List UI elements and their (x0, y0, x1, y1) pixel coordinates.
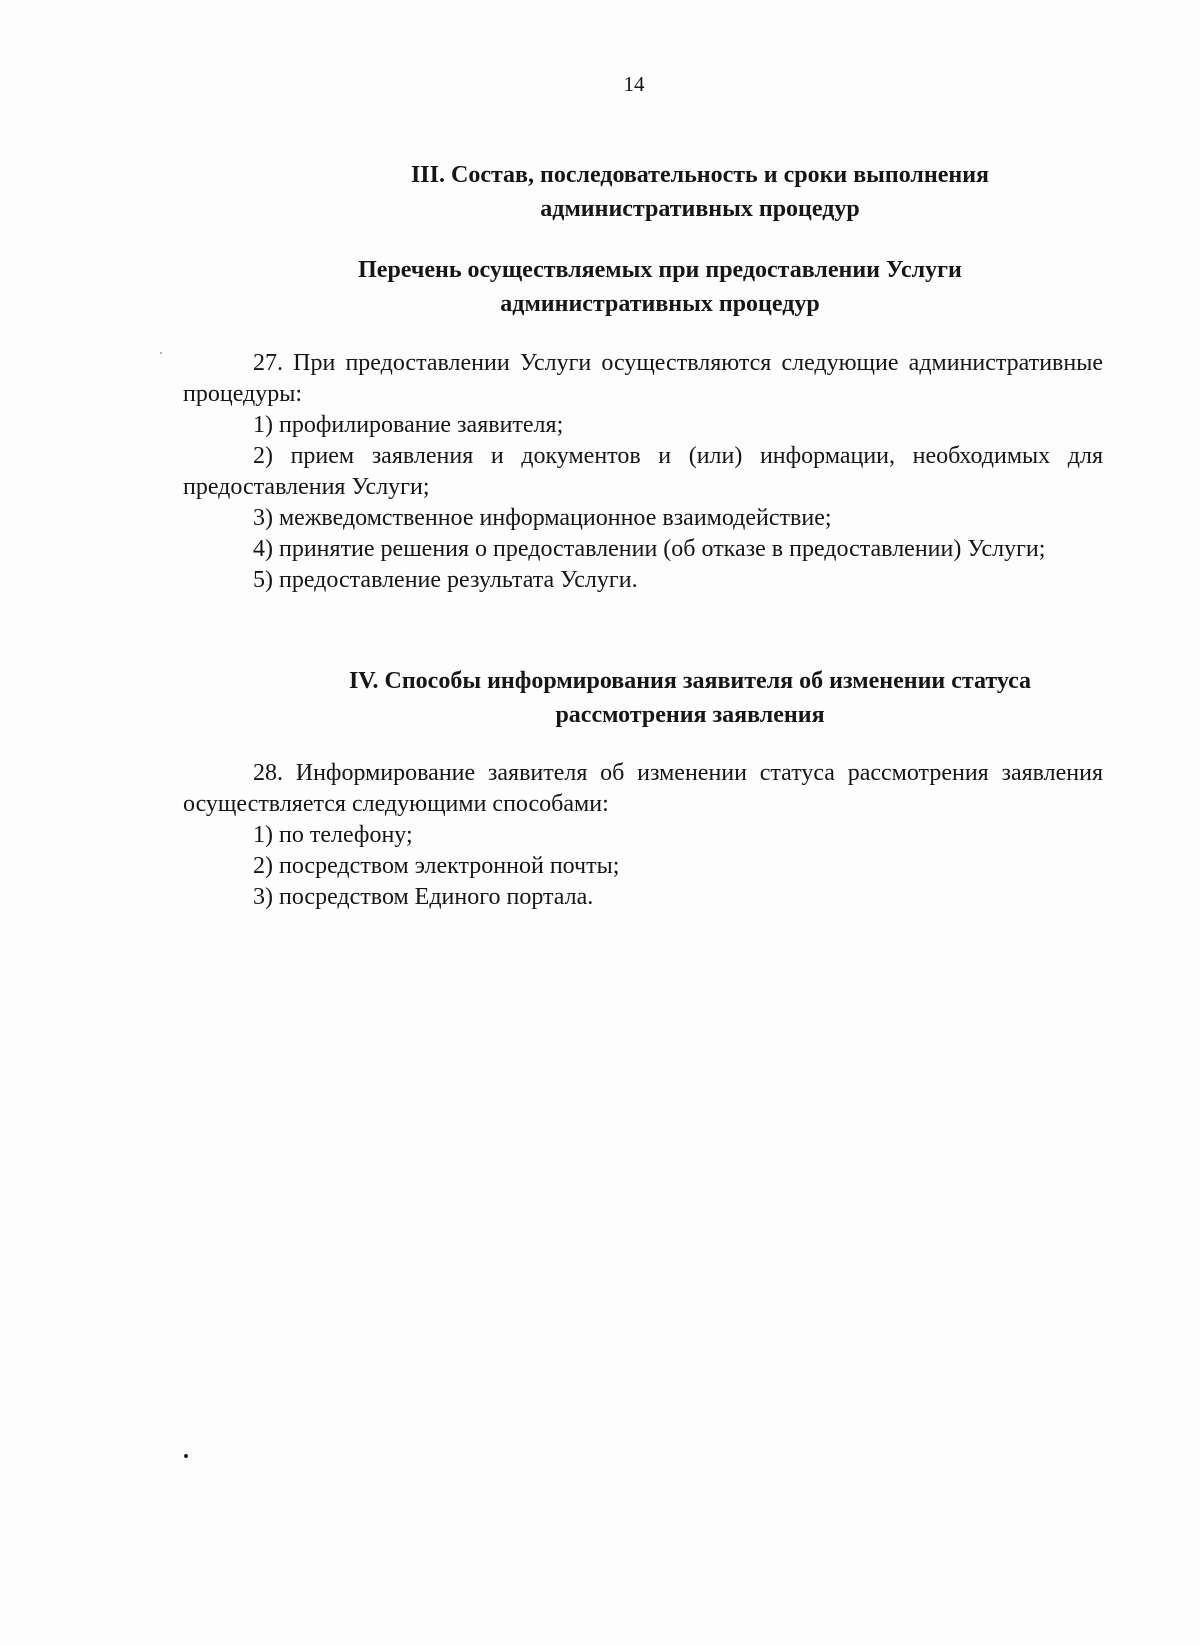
scan-speck (160, 352, 162, 354)
section-4-heading-line-1: IV. Способы информирования заявителя об изменении статуса (348, 668, 1032, 694)
list-item: 1) профилирование заявителя; (253, 412, 564, 438)
list-item: 5) предоставление результата Услуги. (253, 567, 638, 593)
scan-speck (184, 1454, 188, 1458)
section-3-body (183, 348, 1103, 596)
list-item: 1) по телефону; (253, 822, 413, 848)
list-item: 3) межведомственное информационное взаимодействие; (253, 505, 832, 531)
paragraph-28: 28. Информирование заявителя об изменении статуса рассмотрения заявления осуществляется следующими способами: (183, 760, 1103, 817)
page-number: 14 (623, 72, 645, 96)
section-3-heading-line-2: административных процедур (540, 196, 860, 222)
section-4-body (183, 758, 1103, 913)
list-item: 2) посредством электронной почты; (253, 853, 620, 879)
section-3-subheading-line-2: административных процедур (500, 291, 820, 317)
list-item: 3) посредством Единого портала. (253, 884, 594, 910)
list-item: 4) принятие решения о предоставлении (об отказе в предоставлении) Услуги; (253, 536, 1046, 562)
section-3-subheading-line-1: Перечень осуществляемых при предоставлении Услуги (358, 257, 962, 283)
list-item: 2) прием заявления и документов и (или) информации, необходимых для предоставления Услуги; (183, 443, 1103, 500)
section-4-heading-line-2: рассмотрения заявления (555, 702, 825, 728)
section-3-subheading (260, 253, 1060, 321)
section-3-heading (300, 158, 1100, 226)
section-4-heading (260, 664, 1120, 732)
section-3-heading-line-1: III. Состав, последовательность и сроки выполнения (410, 162, 990, 188)
paragraph-27: 27. При предоставлении Услуги осуществляются следующие административные процедуры: (183, 350, 1103, 407)
